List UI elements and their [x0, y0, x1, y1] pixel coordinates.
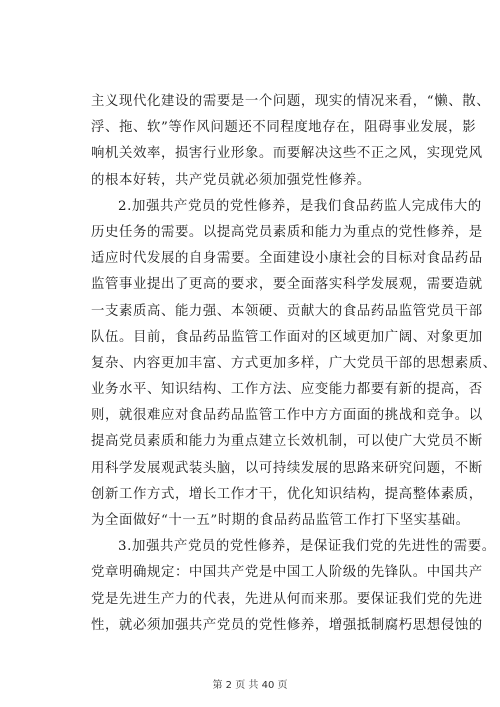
paragraph-start-line: 3.加强共产党员的党性修养，是保证我们党的先进性的需要。: [118, 539, 496, 555]
text-line: 响机关效率，损害行业形象。而要解决这些不正之风，实现党风: [91, 146, 483, 162]
text-line: 则，就很难应对食品药品监管工作中方方面面的挑战和竞争。以: [91, 408, 483, 424]
text-line: 历史任务的需要。以提高党员素质和能力为重点的党性修养，是: [91, 224, 483, 240]
text-line: 的根本好转，共产党员就必须加强党性修养。: [91, 172, 371, 188]
text-line: 用科学发展观武装头脑，以可持续发展的思路来研究问题，不断: [91, 460, 483, 476]
text-line: 一支素质高、能力强、本领硬、贡献大的食品药品监管党员干部: [91, 303, 483, 319]
text-line: 业务水平、知识结构、工作方法、应变能力都要有新的提高，否: [91, 382, 483, 398]
body-text: [91, 89, 497, 639]
text-line: 党是先进生产力的代表，先进从何而来那。要保证我们党的先进: [91, 591, 483, 607]
text-line: 适应时代发展的自身需要。全面建设小康社会的目标对食品药品: [91, 251, 483, 267]
text-line: 监管事业提出了更高的要求，要全面落实科学发展观，需要造就: [91, 277, 483, 293]
text-line: 为全面做好“十一五”时期的食品药品监管工作打下坚实基础。: [91, 513, 470, 528]
page-number-footer: 第 2 页 共 40 页: [212, 680, 288, 691]
text-line: 主义现代化建设的需要是一个问题，现实的情况来看，“懒、散、: [91, 94, 491, 109]
text-line: 队伍。目前，食品药品监管工作面对的区域更加广阔、对象更加: [91, 329, 483, 345]
text-line: 创新工作方式，增长工作才干，优化知识结构，提高整体素质，: [91, 486, 483, 502]
paragraph-start-line: 2.加强共产党员的党性修养，是我们食品药监人完成伟大的: [118, 198, 482, 214]
text-line: 党章明确规定：中国共产党是中国工人阶级的先锋队。中国共产: [91, 565, 483, 581]
text-line: 浮、拖、软”等作风问题还不同程度地存在，阻碍事业发展，影: [91, 120, 477, 136]
text-line: 复杂、内容更加丰富、方式更加多样，广大党员干部的思想素质、: [91, 355, 497, 371]
text-line: 性，就必须加强共产党员的党性修养，增强抵制腐朽思想侵蚀的: [91, 617, 483, 633]
text-line: 提高党员素质和能力为重点建立长效机制，可以使广大党员不断: [91, 434, 483, 450]
